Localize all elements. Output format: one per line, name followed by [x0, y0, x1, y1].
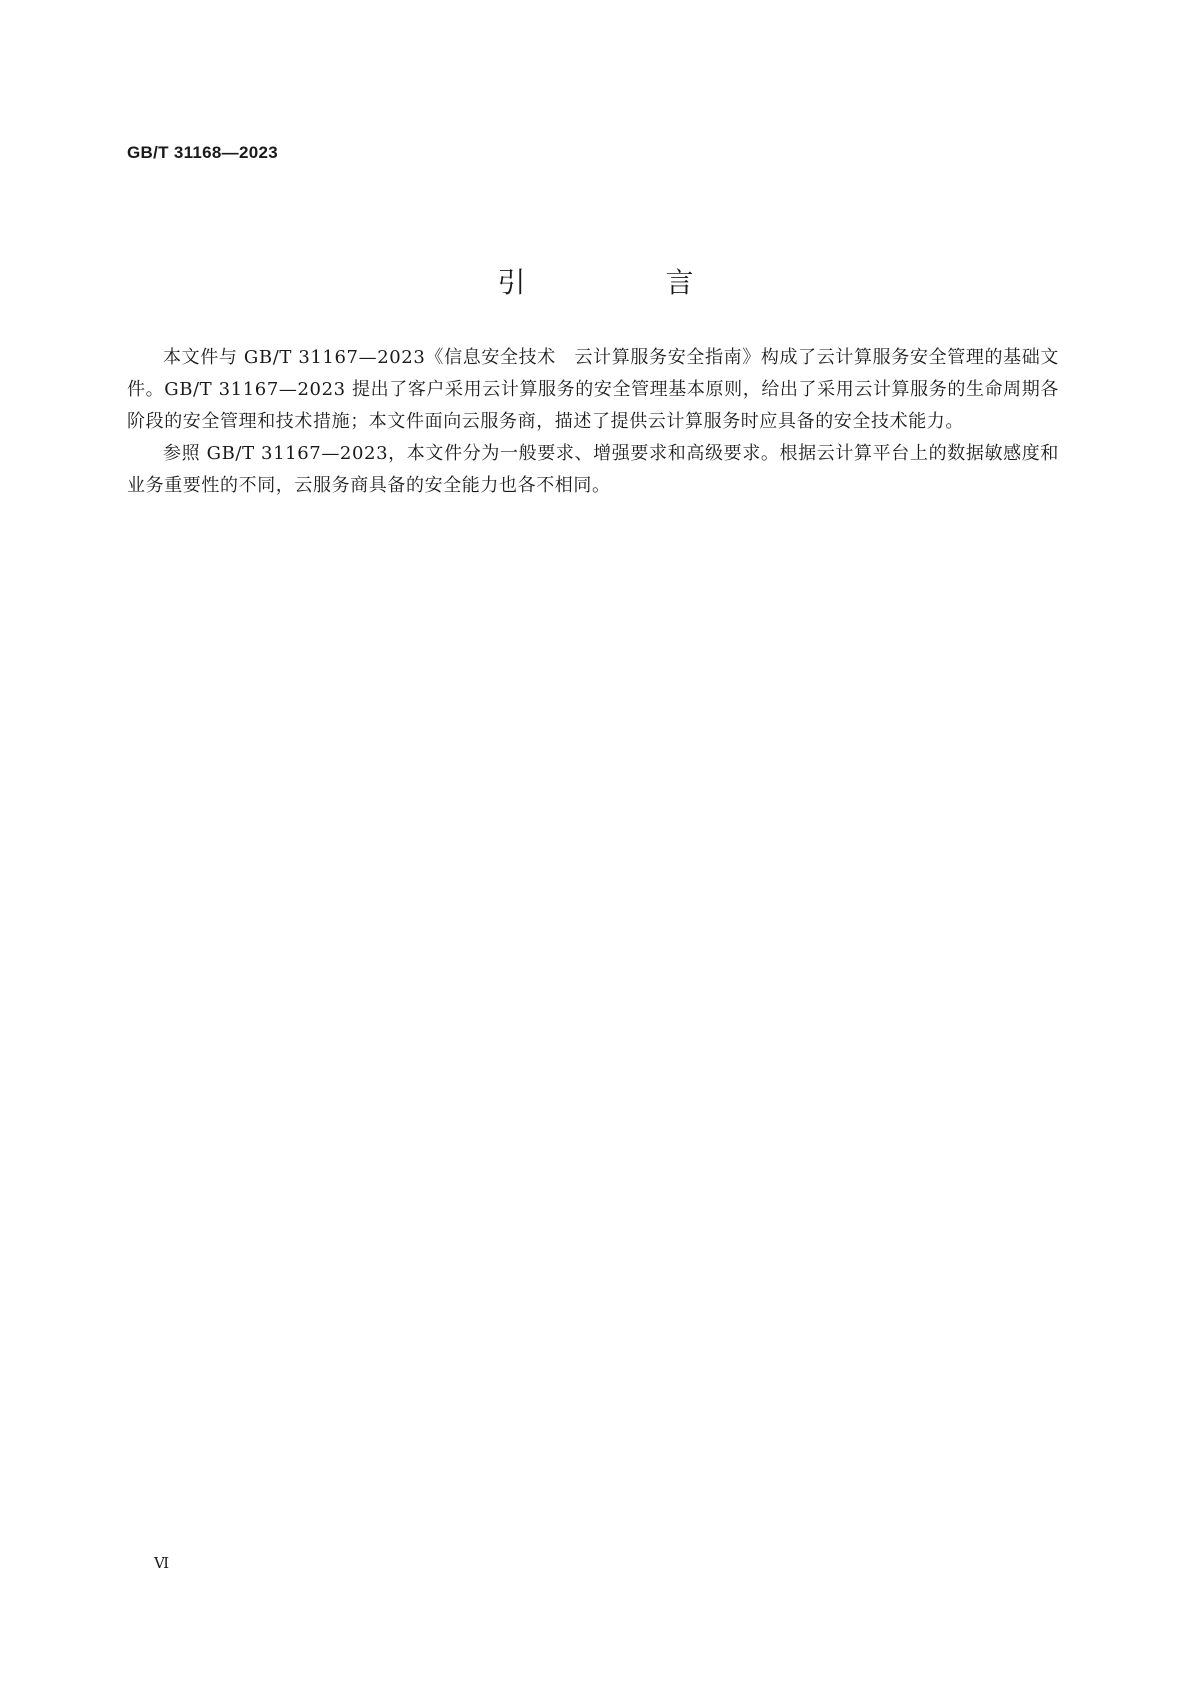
paragraph-2: 参照 GB/T 31167—2023，本文件分为一般要求、增强要求和高级要求。根据云计算平台上的数据敏感度和业务重要性的不同，云服务商具备的安全能力也各不相同。 — [127, 443, 1059, 496]
page-number: Ⅵ — [154, 1554, 170, 1572]
paragraph-1: 本文件与 GB/T 31167—2023《信息安全技术 云计算服务安全指南》构成了云计算服务安全管理的基础文件。GB/T 31167—2023 提出了客户采用云计算服务的安全管理基本原则，给出了采用云计算服务的生命周期各阶段的安全管理和技术措施；本文件面向云服务商，描述了提供云计算服务时应具备的安全技术能力。 — [127, 347, 1059, 432]
standard-code-header: GB/T 31168—2023 — [127, 143, 278, 162]
section-title: 引 言 — [497, 265, 750, 299]
body-text — [127, 342, 1059, 502]
